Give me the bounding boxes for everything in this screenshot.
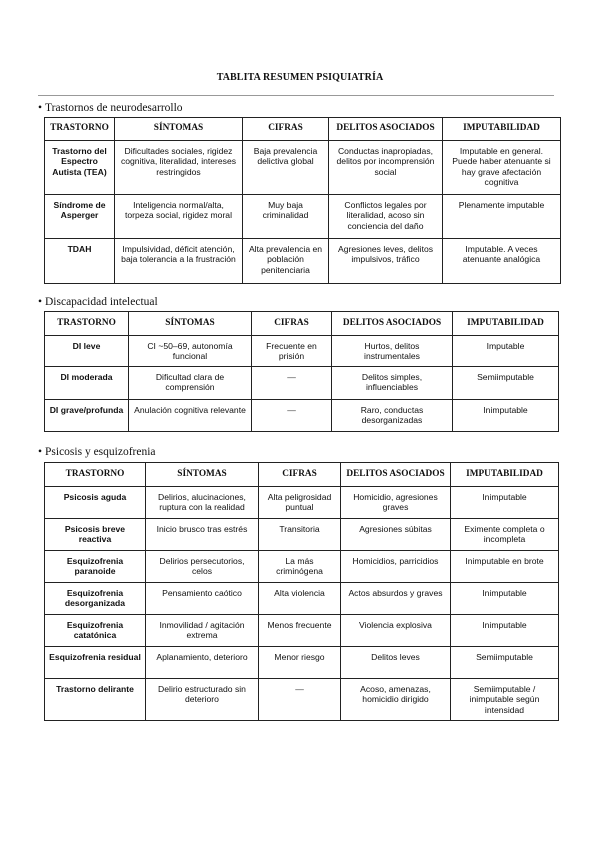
cell-cifras: La más criminógena xyxy=(259,551,341,583)
table-row xyxy=(45,487,559,519)
cell-trastorno: Síndrome de Asperger xyxy=(45,195,115,239)
header-sintomas: SÍNTOMAS xyxy=(115,118,243,141)
cell-imputabilidad: Semiimputable xyxy=(453,367,559,400)
header-cifras: CIFRAS xyxy=(243,118,329,141)
table-row xyxy=(45,195,561,239)
cell-sintomas: Inmovilidad / agitación extrema xyxy=(146,615,259,647)
cell-sintomas: Delirios, alucinaciones, ruptura con la realidad xyxy=(146,487,259,519)
cell-imputabilidad: Semiimputable xyxy=(451,647,559,679)
cell-cifras: — xyxy=(252,400,332,432)
section-heading-text: Trastornos de neurodesarrollo xyxy=(45,102,183,114)
table-row xyxy=(45,336,559,367)
table-header-row xyxy=(45,312,559,336)
cell-delitos: Agresiones súbitas xyxy=(341,519,451,551)
bullet-icon: • xyxy=(38,102,43,114)
cell-delitos: Delitos simples, influenciables xyxy=(332,367,453,400)
header-imputabilidad: IMPUTABILIDAD xyxy=(451,463,559,487)
section-heading-psicosis xyxy=(38,446,156,458)
cell-sintomas: Anulación cognitiva relevante xyxy=(129,400,252,432)
header-imputabilidad: IMPUTABILIDAD xyxy=(453,312,559,336)
cell-trastorno: TDAH xyxy=(45,239,115,284)
cell-cifras: — xyxy=(259,679,341,721)
cell-sintomas: CI ~50–69, autonomía funcional xyxy=(129,336,252,367)
header-cifras: CIFRAS xyxy=(259,463,341,487)
cell-cifras: Menor riesgo xyxy=(259,647,341,679)
cell-trastorno: Psicosis aguda xyxy=(45,487,146,519)
section-heading-text: Discapacidad intelectual xyxy=(45,296,158,308)
cell-imputabilidad: Inimputable en brote xyxy=(451,551,559,583)
header-delitos: DELITOS ASOCIADOS xyxy=(332,312,453,336)
table-header-row xyxy=(45,118,561,141)
header-delitos: DELITOS ASOCIADOS xyxy=(329,118,443,141)
cell-trastorno: Trastorno delirante xyxy=(45,679,146,721)
table-header-row xyxy=(45,463,559,487)
cell-imputabilidad: Eximente completa o incompleta xyxy=(451,519,559,551)
cell-cifras: Frecuente en prisión xyxy=(252,336,332,367)
cell-cifras: Menos frecuente xyxy=(259,615,341,647)
table-psicosis xyxy=(44,462,559,721)
cell-imputabilidad: Inimputable xyxy=(451,487,559,519)
cell-imputabilidad: Semiimputable / inimputable según intensidad xyxy=(451,679,559,721)
cell-sintomas: Impulsividad, déficit atención, baja tolerancia a la frustración xyxy=(115,239,243,284)
header-trastorno: TRASTORNO xyxy=(45,463,146,487)
cell-imputabilidad: Imputable xyxy=(453,336,559,367)
header-imputabilidad: IMPUTABILIDAD xyxy=(443,118,561,141)
title-divider xyxy=(38,95,554,96)
table-row xyxy=(45,400,559,432)
cell-imputabilidad: Inimputable xyxy=(451,583,559,615)
table-row xyxy=(45,615,559,647)
cell-sintomas: Inteligencia normal/alta, torpeza social, rigidez moral xyxy=(115,195,243,239)
cell-trastorno: Esquizofrenia paranoide xyxy=(45,551,146,583)
header-sintomas: SÍNTOMAS xyxy=(146,463,259,487)
bullet-icon: • xyxy=(38,446,43,458)
cell-trastorno: DI moderada xyxy=(45,367,129,400)
cell-imputabilidad: Plenamente imputable xyxy=(443,195,561,239)
cell-cifras: Alta prevalencia en población penitenciaria xyxy=(243,239,329,284)
cell-cifras: Alta peligrosidad puntual xyxy=(259,487,341,519)
section-heading-neurodesarrollo xyxy=(38,102,183,114)
cell-imputabilidad: Imputable en general. Puede haber atenuante si hay grave afectación cognitiva xyxy=(443,141,561,195)
cell-imputabilidad: Inimputable xyxy=(451,615,559,647)
cell-cifras: Baja prevalencia delictiva global xyxy=(243,141,329,195)
cell-delitos: Actos absurdos y graves xyxy=(341,583,451,615)
cell-trastorno: Trastorno del Espectro Autista (TEA) xyxy=(45,141,115,195)
cell-cifras: Muy baja criminalidad xyxy=(243,195,329,239)
table-row xyxy=(45,519,559,551)
cell-imputabilidad: Inimputable xyxy=(453,400,559,432)
cell-delitos: Raro, conductas desorganizadas xyxy=(332,400,453,432)
header-sintomas: SÍNTOMAS xyxy=(129,312,252,336)
header-trastorno: TRASTORNO xyxy=(45,118,115,141)
header-trastorno: TRASTORNO xyxy=(45,312,129,336)
table-row xyxy=(45,679,559,721)
cell-trastorno: Psicosis breve reactiva xyxy=(45,519,146,551)
cell-cifras: Transitoria xyxy=(259,519,341,551)
table-row xyxy=(45,647,559,679)
cell-sintomas: Pensamiento caótico xyxy=(146,583,259,615)
cell-trastorno: Esquizofrenia desorganizada xyxy=(45,583,146,615)
cell-cifras: — xyxy=(252,367,332,400)
table-row xyxy=(45,141,561,195)
cell-delitos: Homicidios, parricidios xyxy=(341,551,451,583)
table-row xyxy=(45,551,559,583)
cell-delitos: Agresiones leves, delitos impulsivos, tráfico xyxy=(329,239,443,284)
cell-delitos: Conflictos legales por literalidad, acoso sin conciencia del daño xyxy=(329,195,443,239)
cell-delitos: Delitos leves xyxy=(341,647,451,679)
cell-sintomas: Dificultades sociales, rigidez cognitiva, literalidad, intereses restringidos xyxy=(115,141,243,195)
cell-sintomas: Inicio brusco tras estrés xyxy=(146,519,259,551)
table-row xyxy=(45,239,561,284)
header-cifras: CIFRAS xyxy=(252,312,332,336)
cell-cifras: Alta violencia xyxy=(259,583,341,615)
section-heading-discapacidad xyxy=(38,296,158,308)
cell-delitos: Homicidio, agresiones graves xyxy=(341,487,451,519)
bullet-icon: • xyxy=(38,296,43,308)
cell-delitos: Acoso, amenazas, homicidio dirigido xyxy=(341,679,451,721)
cell-delitos: Hurtos, delitos instrumentales xyxy=(332,336,453,367)
table-discapacidad xyxy=(44,311,559,432)
table-neurodesarrollo xyxy=(44,117,561,284)
cell-imputabilidad: Imputable. A veces atenuante analógica xyxy=(443,239,561,284)
table-row xyxy=(45,367,559,400)
cell-delitos: Conductas inapropiadas, delitos por incomprensión social xyxy=(329,141,443,195)
cell-trastorno: Esquizofrenia residual xyxy=(45,647,146,679)
cell-trastorno: DI grave/profunda xyxy=(45,400,129,432)
cell-trastorno: Esquizofrenia catatónica xyxy=(45,615,146,647)
table-row xyxy=(45,583,559,615)
cell-sintomas: Aplanamiento, deterioro xyxy=(146,647,259,679)
cell-trastorno: DI leve xyxy=(45,336,129,367)
cell-sintomas: Delirios persecutorios, celos xyxy=(146,551,259,583)
page-title: TABLITA RESUMEN PSIQUIATRÍA xyxy=(216,72,384,83)
cell-sintomas: Dificultad clara de comprensión xyxy=(129,367,252,400)
section-heading-text: Psicosis y esquizofrenia xyxy=(45,446,156,458)
cell-delitos: Violencia explosiva xyxy=(341,615,451,647)
header-delitos: DELITOS ASOCIADOS xyxy=(341,463,451,487)
cell-sintomas: Delirio estructurado sin deterioro xyxy=(146,679,259,721)
